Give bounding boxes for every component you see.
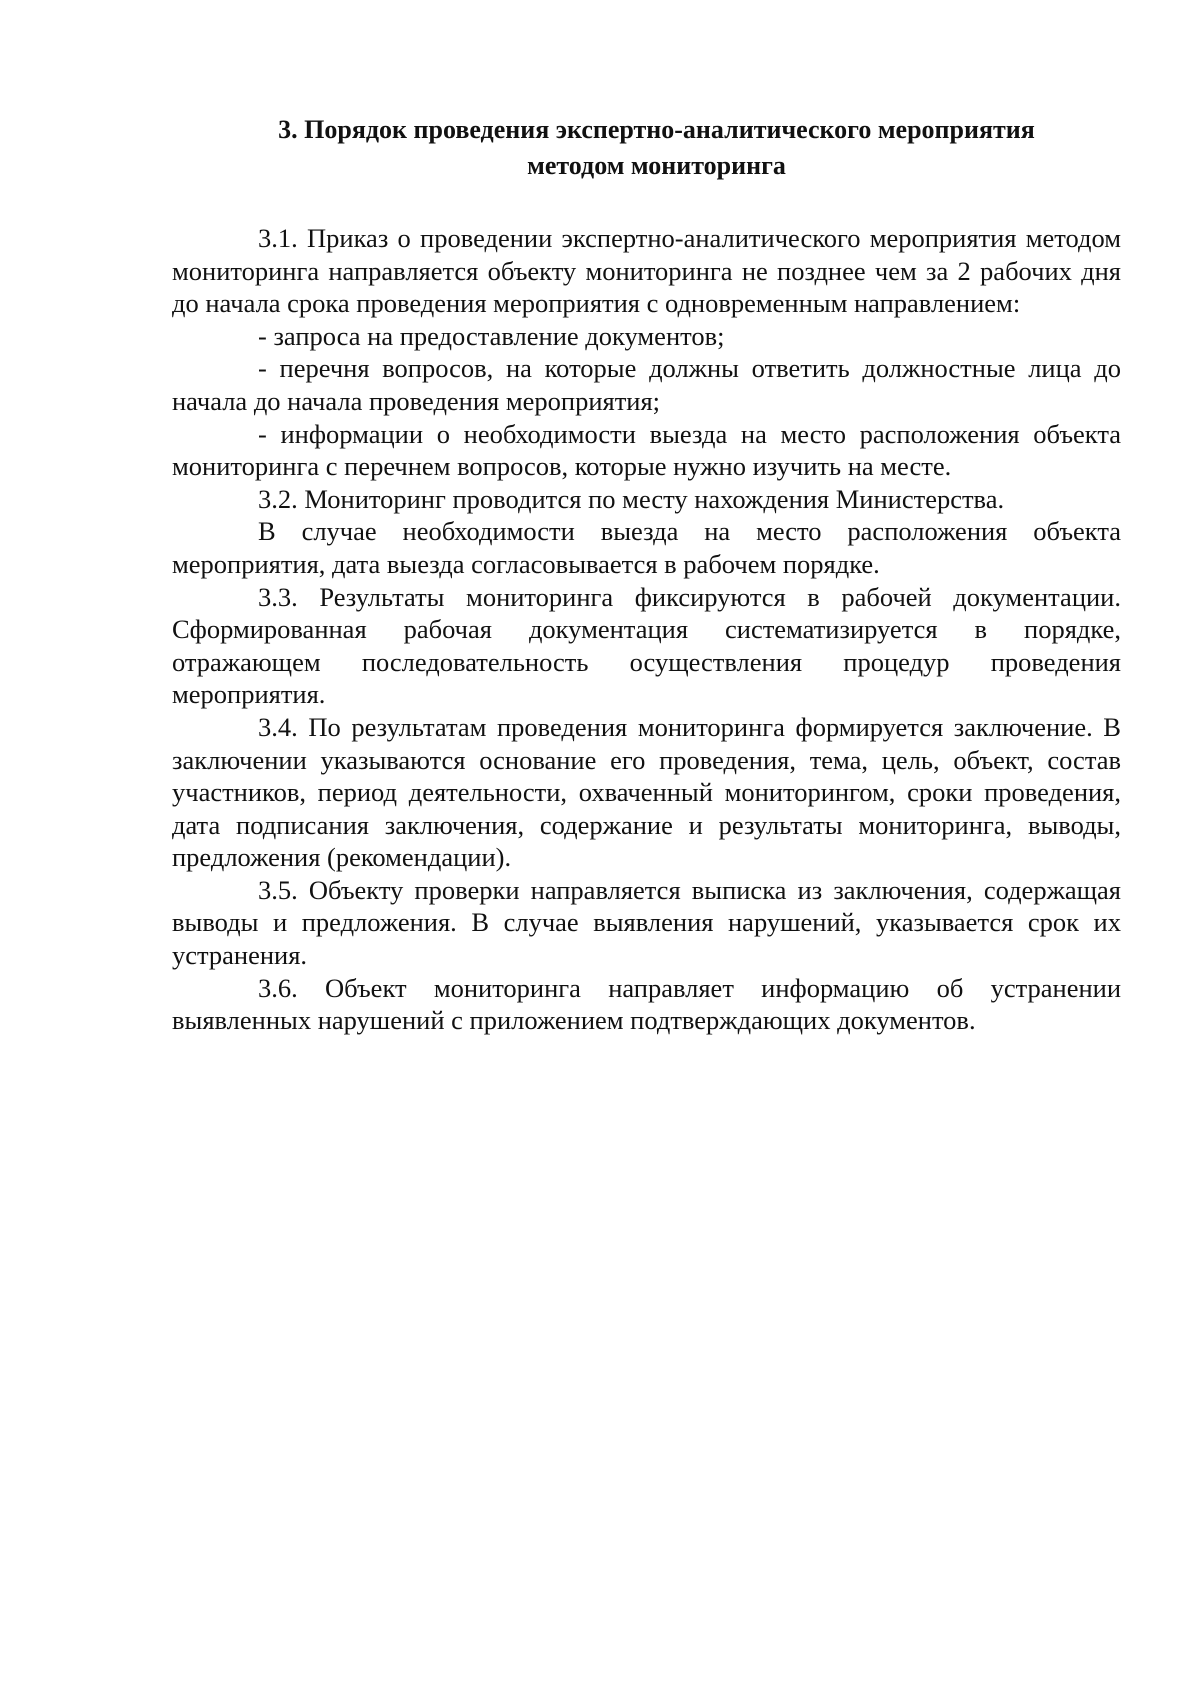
section-body xyxy=(172,222,1121,1037)
paragraph-3-3: 3.3. Результаты мониторинга фиксируются в рабочей документации. Сформированная рабочая документация систематизируется в порядке, отражающем последовательность осуществления процедур проведения мероприятия. xyxy=(172,581,1121,710)
list-item-documents-request: - запроса на предоставление документов; xyxy=(258,320,725,351)
section-heading xyxy=(172,112,1121,184)
section-heading-line-2: методом мониторинга xyxy=(527,151,786,180)
paragraph-3-4: 3.4. По результатам проведения мониторинга формируется заключение. В заключении указываются основание его проведения, тема, цель, объект, состав участников, период деятельности, охваченный мониторингом, сроки проведения, дата подписания заключения, содержание и результаты мониторинга, выводы, предложения (рекомендации). xyxy=(172,711,1121,873)
list-item-site-visit-info: - информации о необходимости выезда на место расположения объекта мониторинга с перечнем вопросов, которые нужно изучить на месте. xyxy=(172,418,1121,482)
section-heading-line-1: 3. Порядок проведения экспертно-аналитического мероприятия xyxy=(278,115,1035,144)
paragraph-3-6: 3.6. Объект мониторинга направляет информацию об устранении выявленных нарушений с приложением подтверждающих документов. xyxy=(172,972,1121,1036)
paragraph-3-5: 3.5. Объекту проверки направляется выписка из заключения, содержащая выводы и предложения. В случае выявления нарушений, указывается срок их устранения. xyxy=(172,874,1121,971)
paragraph-3-1: 3.1. Приказ о проведении экспертно-аналитического мероприятия методом мониторинга направляется объекту мониторинга не позднее чем за 2 рабочих дня до начала срока проведения мероприятия с одновременным направлением: xyxy=(172,223,1121,319)
list-item-questions-list: - перечня вопросов, на которые должны ответить должностные лица до начала до начала проведения мероприятия; xyxy=(172,353,1121,416)
paragraph-site-visit: В случае необходимости выезда на место расположения объекта мероприятия, дата выезда согласовывается в рабочем порядке. xyxy=(172,516,1121,579)
document-content xyxy=(172,112,1121,1037)
paragraph-3-2: 3.2. Мониторинг проводится по месту нахождения Министерства. xyxy=(258,483,1005,514)
